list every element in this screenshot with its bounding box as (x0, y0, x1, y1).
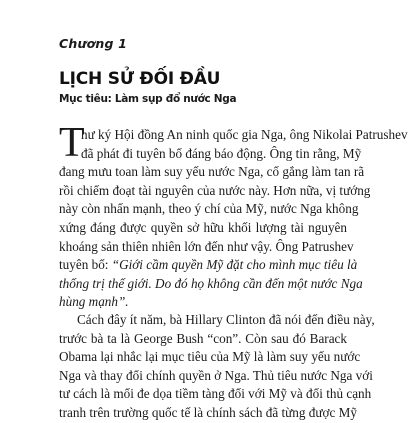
paragraph-line: Obama lại nhắc lại mục tiêu của Mỹ là làm suy yếu nước (59, 349, 361, 365)
paragraph-line: hư ký Hội đồng An ninh quốc gia Nga, ông Nikolai Patrushev (81, 127, 408, 142)
chapter-title: LỊCH SỬ ĐỐI ĐẦU (59, 69, 221, 89)
paragraph-line: rồi chiếm đoạt tài nguyên của nước này. Hơn nữa, vị tướng (59, 182, 371, 198)
paragraph-line: đang mưu toan làm suy yếu nước Nga, cố gắng làm tan rã (59, 164, 365, 180)
paragraph-line: trước bà ta là George Bush “con”. Còn sau đó Barack (59, 330, 347, 346)
paragraph-line: Cách đây ít năm, bà Hillary Clinton đã nói đến điều này, (77, 312, 375, 327)
paragraph-line: đã phát đi tuyên bố đáng báo động. Ông tin rằng, Mỹ (81, 145, 362, 161)
paragraph-line: tuyên bố: “Giới cầm quyền Mỹ đặt cho mình mục tiêu là (59, 257, 358, 273)
paragraph-2 (59, 311, 375, 423)
paragraph-line: thống trị thế giới. Do đó họ không cần đến một nước Nga (59, 275, 363, 291)
drop-cap: T (59, 120, 85, 166)
paragraph-line: Nga và thay đổi chính quyền ở Nga. Thủ tiêu nước Nga với (59, 367, 373, 383)
paragraph-line: này còn nhấn mạnh, theo ý chí của Mỹ, nước Nga không (59, 201, 359, 217)
chapter-label: Chương 1 (59, 36, 128, 51)
paragraph-line: hùng mạnh”. (59, 294, 129, 310)
paragraph-1 (59, 120, 408, 312)
paragraph-line: khoáng sản thiên nhiên lớn đến như vậy. Ông Patrushev (59, 238, 354, 254)
chapter-subtitle: Mục tiêu: Làm sụp đổ nước Nga (59, 93, 237, 105)
paragraph-line: tư cách là mối đe dọa tiềm tàng đối với Mỹ và đối thủ cạnh (59, 386, 372, 402)
paragraph-line: tranh trên trường quốc tế là chính sách đã từng được Mỹ (59, 404, 357, 420)
paragraph-line: xứng đáng được quyền sở hữu khối lượng tài nguyên (59, 219, 347, 235)
